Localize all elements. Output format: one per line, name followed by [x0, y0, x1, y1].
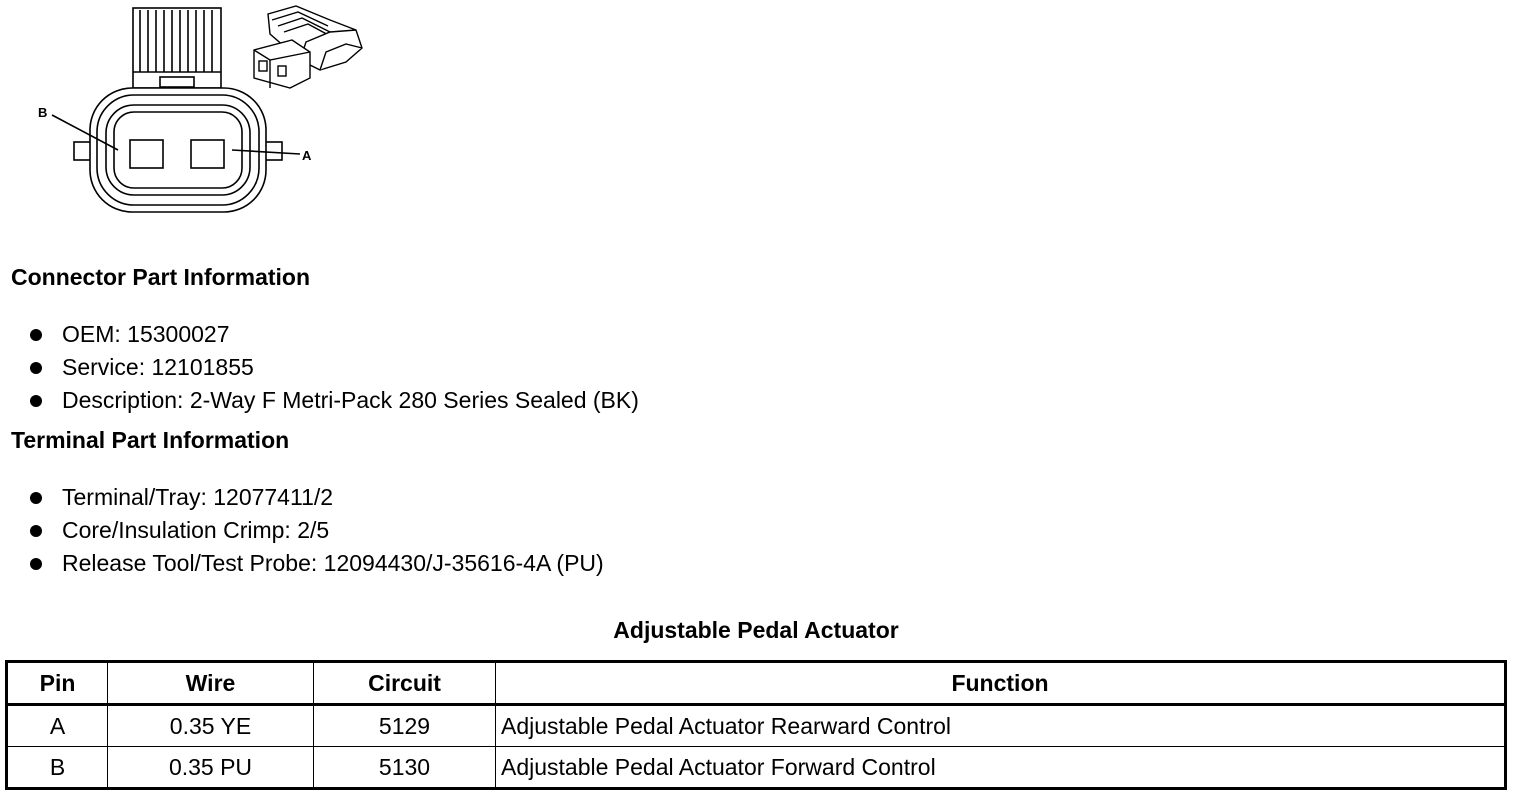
terminal-part-information-heading: Terminal Part Information — [11, 427, 290, 453]
list-item — [28, 384, 639, 417]
pin-cell: A — [7, 705, 108, 747]
wire-cell: 0.35 YE — [108, 705, 314, 747]
circuit-cell: 5129 — [314, 705, 496, 747]
bullet-icon — [30, 395, 42, 407]
bullet-icon — [30, 492, 42, 504]
function-cell: Adjustable Pedal Actuator Forward Control — [496, 747, 1506, 789]
bullet-icon — [30, 525, 42, 537]
connector-face-view-drawing — [0, 0, 380, 240]
connector-part-information-heading: Connector Part Information — [11, 264, 311, 290]
table-title: Adjustable Pedal Actuator — [613, 617, 899, 643]
connector-illustration — [0, 0, 380, 240]
connector-part-information-list — [28, 318, 639, 417]
list-item-text: Release Tool/Test Probe: 12094430/J-35616-4A (PU) — [62, 550, 604, 576]
pin-label-a: A — [302, 148, 312, 163]
list-item-text: Description: 2-Way F Metri-Pack 280 Series Sealed (BK) — [62, 387, 639, 413]
column-header-function: Function — [496, 662, 1506, 705]
list-item — [28, 481, 604, 514]
pin-table — [5, 660, 1507, 790]
list-item-text: Service: 12101855 — [62, 354, 254, 380]
list-item — [28, 351, 639, 384]
function-cell: Adjustable Pedal Actuator Rearward Control — [496, 705, 1506, 747]
list-item — [28, 318, 639, 351]
pin-cell: B — [7, 747, 108, 789]
table-row — [7, 705, 1506, 747]
list-item — [28, 514, 604, 547]
column-header-wire: Wire — [108, 662, 314, 705]
bullet-icon — [30, 362, 42, 374]
pin-label-b: B — [38, 105, 48, 120]
wire-cell: 0.35 PU — [108, 747, 314, 789]
list-item-text: OEM: 15300027 — [62, 321, 230, 347]
table-row — [7, 747, 1506, 789]
list-item-text: Terminal/Tray: 12077411/2 — [62, 484, 334, 510]
column-header-circuit: Circuit — [314, 662, 496, 705]
table-header-row — [7, 662, 1506, 705]
list-item — [28, 547, 604, 580]
bullet-icon — [30, 329, 42, 341]
bullet-icon — [30, 558, 42, 570]
circuit-cell: 5130 — [314, 747, 496, 789]
connector-isometric-view — [254, 6, 362, 88]
list-item-text: Core/Insulation Crimp: 2/5 — [62, 517, 330, 543]
column-header-pin: Pin — [7, 662, 108, 705]
terminal-part-information-list — [28, 481, 604, 580]
